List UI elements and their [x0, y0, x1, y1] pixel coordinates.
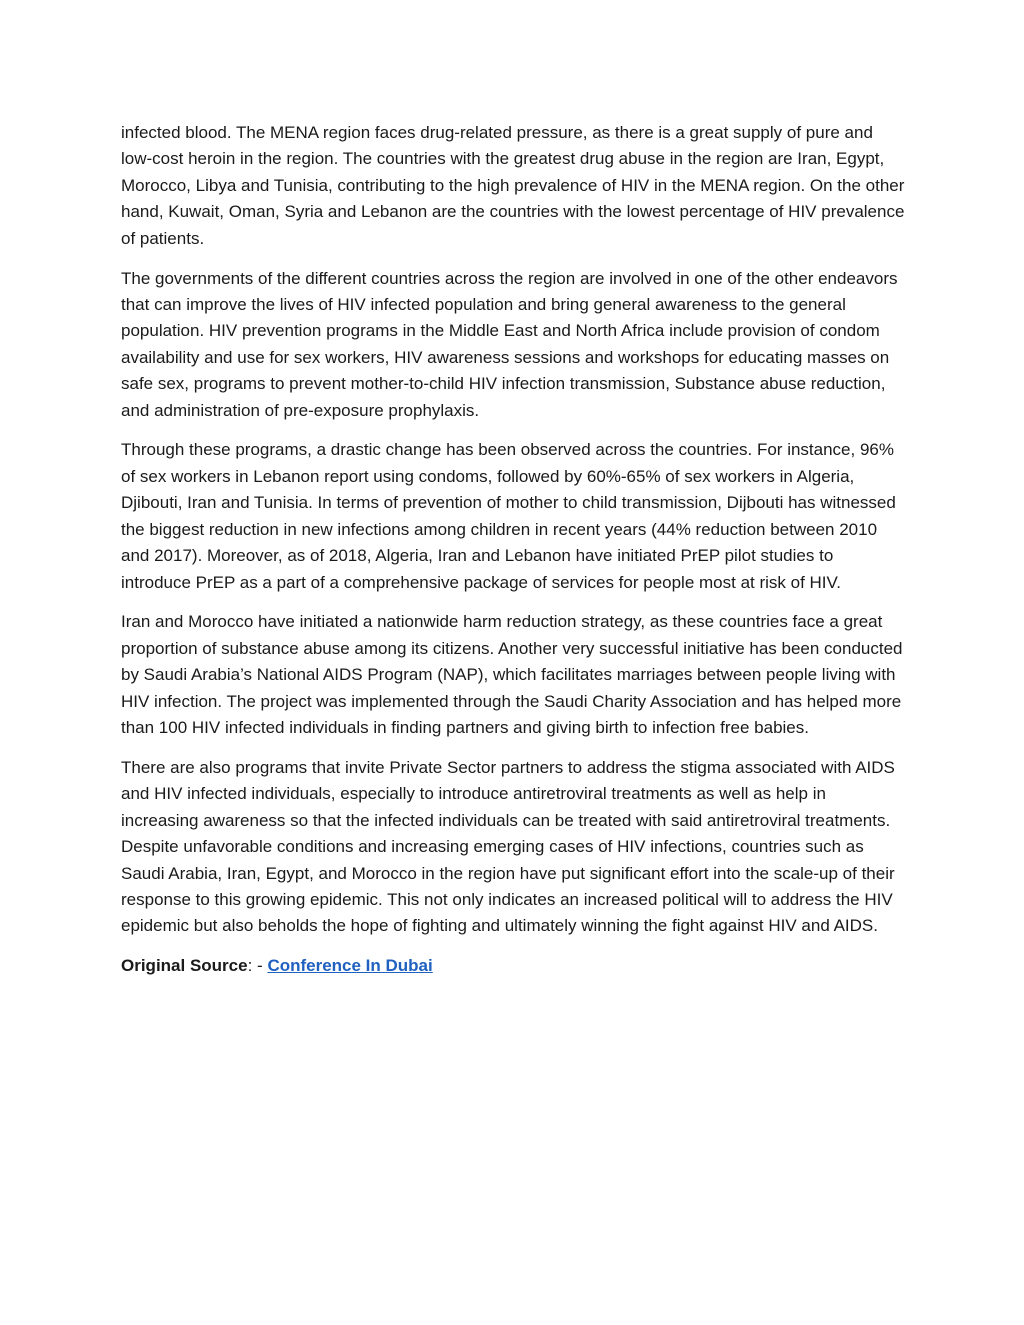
source-link[interactable]: Conference In Dubai — [267, 956, 433, 976]
paragraph-4: Iran and Morocco have initiated a nationwide harm reduction strategy, as these countries face a great proportion of substance abuse among its citizens. Another very successful initiative has been conducted by Saudi Arabia’s National AIDS Program (NAP), which facilitates marriages between people living with HIV infection. The project was implemented through the Saudi Charity Association and has helped more than 100 HIV infected individuals in finding partners and giving birth to infection free babies. — [121, 612, 903, 738]
document-body — [121, 120, 906, 993]
paragraph-5: There are also programs that invite Private Sector partners to address the stigma associated with AIDS and HIV infected individuals, especially to introduce antiretroviral treatments as well as help in increasing awareness so that the infected individuals can be treated with said antiretroviral treatments. Despite unfavorable conditions and increasing emerging cases of HIV infections, countries such as Saudi Arabia, Iran, Egypt, and Morocco in the region have put significant effort into the scale-up of their response to this growing epidemic. This not only indicates an increased political will to address the HIV epidemic but also beholds the hope of fighting and ultimately winning the fight against HIV and AIDS. — [121, 757, 895, 936]
source-line — [121, 953, 906, 979]
paragraph-2: The governments of the different countries across the region are involved in one of the other endeavors that can improve the lives of HIV infected population and bring general awareness to the general population. HIV prevention programs in the Middle East and North Africa include provision of condom availability and use for sex workers, HIV awareness sessions and workshops for educating masses on safe sex, programs to prevent mother-to-child HIV infection transmission, Substance abuse reduction, and administration of pre-exposure prophylaxis. — [121, 268, 898, 420]
paragraph-1: infected blood. The MENA region faces drug-related pressure, as there is a great supply of pure and low-cost heroin in the region. The countries with the greatest drug abuse in the region are Iran, Egypt, Morocco, Libya and Tunisia, contributing to the high prevalence of HIV in the MENA region. On the other hand, Kuwait, Oman, Syria and Lebanon are the countries with the lowest percentage of HIV prevalence of patients. — [121, 123, 905, 248]
source-label: Original Source — [121, 956, 248, 976]
source-separator: : - — [247, 956, 268, 976]
paragraph-3: Through these programs, a drastic change has been observed across the countries. For instance, 96% of sex workers in Lebanon report using condoms, followed by 60%-65% of sex workers in Algeria, Djibouti, Iran and Tunisia. In terms of prevention of mother to child transmission, Dijbouti has witnessed the biggest reduction in new infections among children in recent years (44% reduction between 2010 and 2017). Moreover, as of 2018, Algeria, Iran and Lebanon have initiated PrEP pilot studies to introduce PrEP as a part of a comprehensive package of services for people most at risk of HIV. — [121, 440, 896, 592]
